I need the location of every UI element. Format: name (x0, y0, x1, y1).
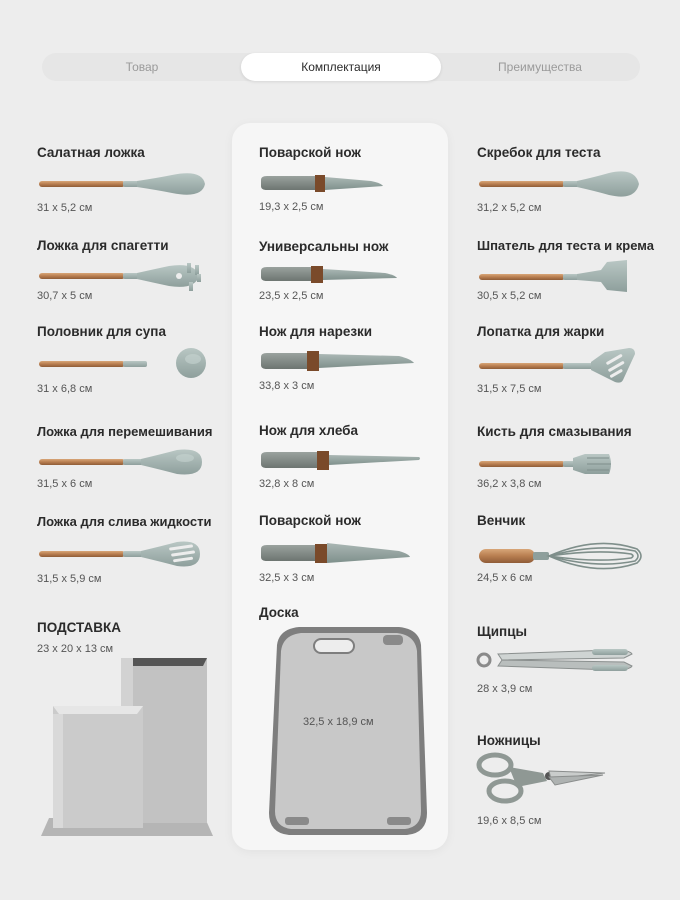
item-name: Салатная ложка (37, 145, 145, 160)
item-slicing-knife (259, 324, 459, 404)
tab-advantages[interactable]: Преимущества (498, 60, 582, 74)
item-name: Поварской нож (259, 145, 362, 160)
item-tongs (477, 624, 677, 704)
item-name: Ножницы (477, 733, 541, 748)
item-spaghetti-spoon (37, 238, 237, 318)
item-bread-knife (259, 423, 459, 503)
slotted-turner-icon (477, 346, 647, 384)
mixing-spoon-icon (37, 444, 207, 480)
item-name: Ложка для слива жидкости (37, 514, 212, 529)
item-size: 19,3 x 2,5 см (259, 201, 324, 213)
item-name: Ложка для спагетти (37, 238, 169, 253)
item-size: 32,8 x 8 см (259, 478, 315, 490)
tab-contents[interactable]: Комплектация (241, 53, 441, 81)
item-size: 28 x 3,9 см (477, 683, 533, 695)
item-name: Доска (259, 605, 299, 620)
item-slotted-turner (477, 324, 677, 404)
whisk-icon (477, 537, 647, 577)
cutting-board-icon (259, 623, 434, 843)
item-size: 33,8 x 3 см (259, 380, 315, 392)
item-size: 31 x 5,2 см (37, 202, 93, 214)
chef-knife-icon (259, 173, 389, 199)
item-size: 31,5 x 5,9 см (37, 573, 102, 585)
item-whisk (477, 513, 677, 593)
bread-knife-icon (259, 449, 424, 475)
item-chef-knife (259, 145, 459, 225)
item-name: Скребок для теста (477, 145, 601, 160)
item-size: 31 x 6,8 см (37, 383, 93, 395)
item-name: Венчик (477, 513, 526, 528)
item-name: Щипцы (477, 624, 528, 639)
scissors-icon (477, 751, 612, 811)
item-size: 32,5 x 18,9 см (303, 716, 374, 728)
utility-knife-icon (259, 264, 399, 290)
item-size: 31,2 x 5,2 см (477, 202, 542, 214)
tab-bar (42, 53, 640, 81)
item-name: Поварской нож (259, 513, 362, 528)
item-mixing-spoon (37, 424, 237, 504)
item-size: 31,5 x 7,5 см (477, 383, 542, 395)
item-size: 23 x 20 x 13 см (37, 643, 114, 655)
item-name: Нож для хлеба (259, 423, 358, 438)
item-name: Лопатка для жарки (477, 324, 605, 339)
item-size: 23,5 x 2,5 см (259, 290, 324, 302)
soup-ladle-icon (37, 346, 212, 382)
item-size: 30,7 x 5 см (37, 290, 93, 302)
item-slotted-spoon (37, 514, 237, 594)
utensil-stand-icon (37, 658, 217, 843)
tab-product[interactable]: Товар (125, 60, 159, 74)
item-size: 32,5 x 3 см (259, 572, 315, 584)
chef-knife-large-icon (259, 541, 414, 571)
item-name: Ложка для перемешивания (37, 424, 213, 439)
item-name: Шпатель для теста и крема (477, 238, 654, 253)
item-dough-scraper (477, 145, 677, 225)
spatula-icon (477, 258, 647, 294)
dough-scraper-icon (477, 167, 647, 203)
basting-brush-icon (477, 450, 617, 480)
item-stand (37, 620, 217, 840)
item-basting-brush (477, 424, 677, 504)
item-utility-knife (259, 239, 459, 319)
slicing-knife-icon (259, 349, 419, 377)
item-spatula (477, 238, 677, 318)
item-size: 30,5 x 5,2 см (477, 290, 542, 302)
item-salad-spoon (37, 145, 237, 225)
item-size: 31,5 x 6 см (37, 478, 93, 490)
item-scissors (477, 733, 677, 833)
item-size: 24,5 x 6 см (477, 572, 533, 584)
item-name: Половник для супа (37, 324, 166, 339)
tongs-icon (472, 646, 642, 680)
item-size: 36,2 x 3,8 см (477, 478, 542, 490)
item-cutting-board (259, 605, 439, 845)
slotted-spoon-icon (37, 536, 207, 572)
item-name: Универсальны нож (259, 239, 389, 254)
item-name: ПОДСТАВКА (37, 620, 121, 635)
item-soup-ladle (37, 324, 237, 404)
item-name: Кисть для смазывания (477, 424, 632, 439)
item-name: Нож для нарезки (259, 324, 373, 339)
item-chef-knife-large (259, 513, 459, 593)
salad-spoon-icon (37, 167, 207, 203)
item-size: 19,6 x 8,5 см (477, 815, 542, 827)
